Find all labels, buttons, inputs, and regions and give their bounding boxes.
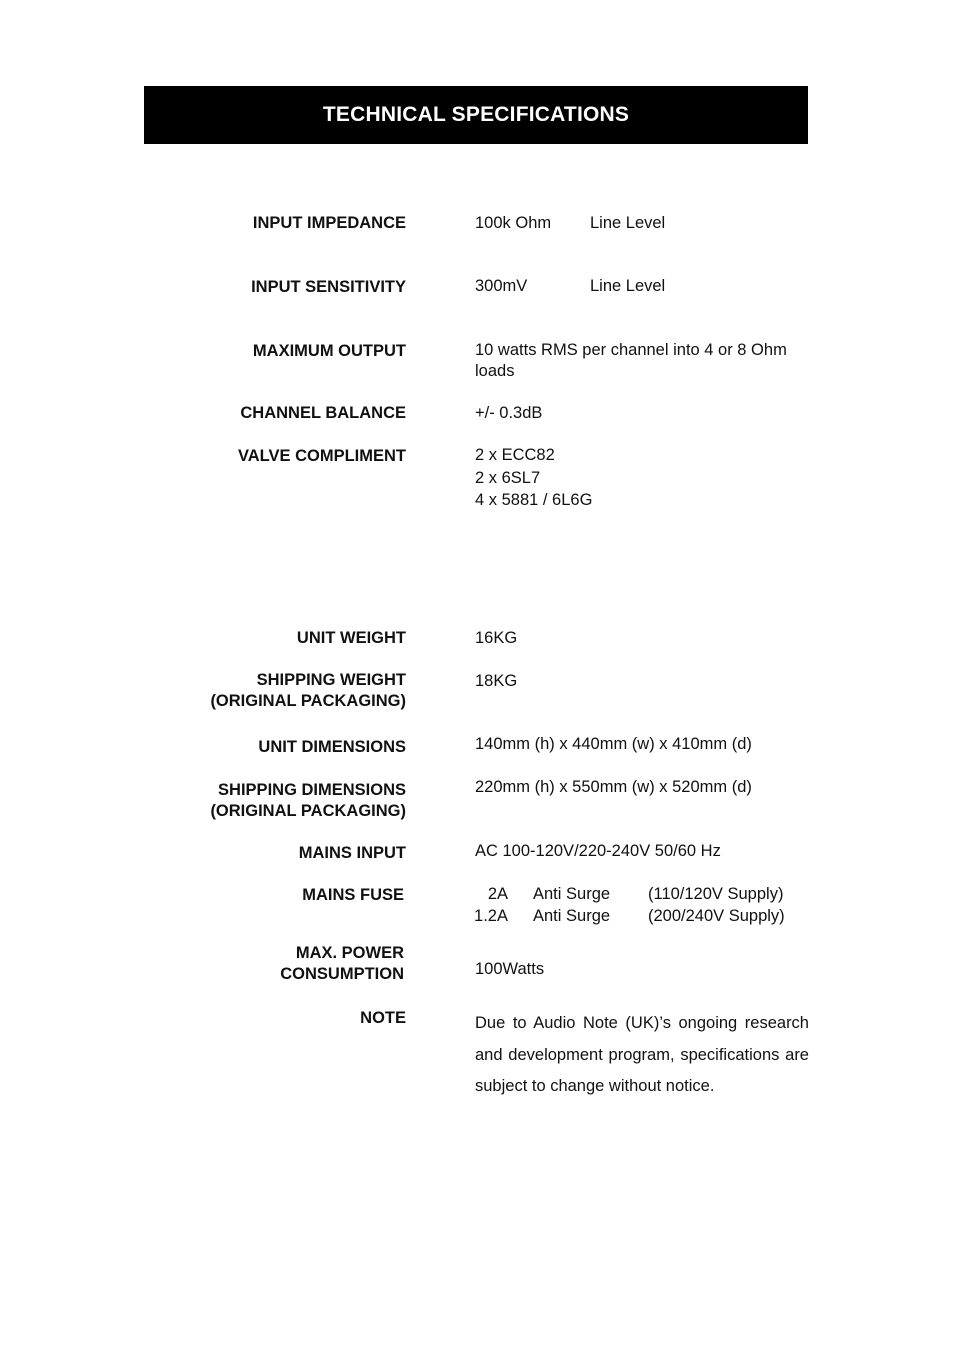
shipping-dimensions-value: 220mm (h) x 550mm (w) x 520mm (d) <box>475 778 752 796</box>
mains-input-label: MAINS INPUT <box>298 844 406 862</box>
unit-weight-label: UNIT WEIGHT <box>296 629 406 647</box>
fuse-rating: 1.2A <box>474 907 508 925</box>
max-power-label <box>280 943 404 985</box>
shipping-weight-label-line2: (ORIGINAL PACKAGING) <box>210 692 406 710</box>
input-sensitivity-label: INPUT SENSITIVITY <box>251 278 406 296</box>
valve-compliment-list <box>475 444 592 512</box>
fuse-type: Anti Surge <box>533 885 611 903</box>
unit-dimensions-value: 140mm (h) x 440mm (w) x 410mm (d) <box>475 735 752 753</box>
channel-balance-label: CHANNEL BALANCE <box>240 404 406 422</box>
input-impedance-extra: Line Level <box>590 214 666 232</box>
shipping-weight-label <box>210 670 406 712</box>
unit-weight-value: 16KG <box>475 629 518 647</box>
title-banner <box>144 86 808 144</box>
fuse-rating: 2A <box>487 885 508 903</box>
fuse-row <box>466 883 784 905</box>
mains-input-value: AC 100-120V/220-240V 50/60 Hz <box>475 842 721 860</box>
fuse-supply: (200/240V Supply) <box>648 907 785 925</box>
valve-item: 4 x 5881 / 6L6G <box>475 491 593 509</box>
valve-item: 2 x ECC82 <box>475 446 555 464</box>
unit-dimensions-label: UNIT DIMENSIONS <box>258 738 406 756</box>
page-title: TECHNICAL SPECIFICATIONS <box>322 103 630 126</box>
input-sensitivity-extra: Line Level <box>590 277 666 295</box>
input-sensitivity-value: 300mV <box>475 277 528 295</box>
mains-fuse-label: MAINS FUSE <box>302 886 404 904</box>
max-power-value: 100Watts <box>475 960 545 978</box>
maximum-output-label: MAXIMUM OUTPUT <box>252 342 406 360</box>
input-impedance-label: INPUT IMPEDANCE <box>252 214 406 232</box>
shipping-dimensions-label <box>210 780 406 822</box>
valve-item: 2 x 6SL7 <box>475 468 541 487</box>
maximum-output-value: 10 watts RMS per channel into 4 or 8 Ohm loads <box>475 341 787 380</box>
max-power-label-line2: CONSUMPTION <box>280 965 404 983</box>
fuse-type: Anti Surge <box>533 907 611 925</box>
channel-balance-value: +/- 0.3dB <box>475 404 543 422</box>
shipping-dimensions-label-line1: SHIPPING DIMENSIONS <box>218 781 406 799</box>
note-label: NOTE <box>360 1009 406 1027</box>
shipping-weight-value: 18KG <box>475 672 518 690</box>
fuse-row <box>466 905 785 927</box>
shipping-dimensions-label-line2: (ORIGINAL PACKAGING) <box>210 802 406 820</box>
max-power-label-line1: MAX. POWER <box>295 944 404 962</box>
valve-compliment-label: VALVE COMPLIMENT <box>237 447 406 465</box>
note-text: Due to Audio Note (UK)’s ongoing research and development program, specifications are subject to change without notice. <box>475 1014 809 1096</box>
fuse-supply: (110/120V Supply) <box>648 885 784 903</box>
input-impedance-value: 100k Ohm <box>475 214 552 232</box>
shipping-weight-label-line1: SHIPPING WEIGHT <box>256 671 406 689</box>
